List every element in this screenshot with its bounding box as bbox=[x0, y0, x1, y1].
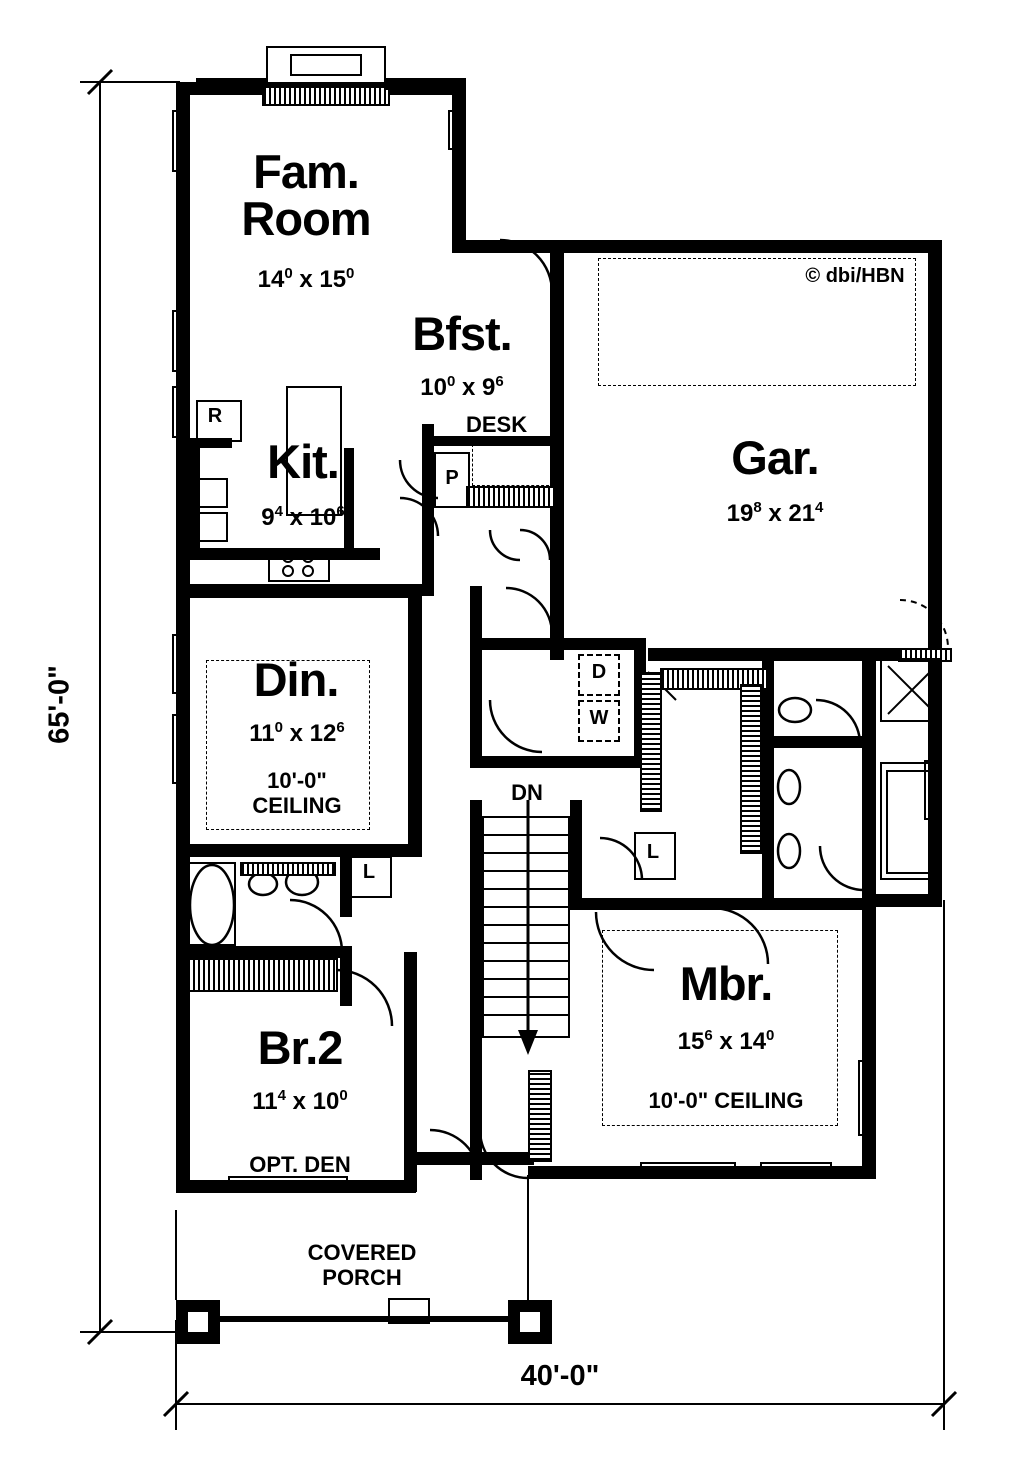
porch-line2: PORCH bbox=[322, 1265, 402, 1291]
stair-tread-10 bbox=[482, 996, 570, 998]
room-dims-garage: $19^8$ x $21^4$ bbox=[726, 499, 824, 527]
stairs bbox=[482, 816, 570, 1038]
desk-label bbox=[466, 412, 562, 437]
stair-tread-5 bbox=[482, 906, 570, 908]
linen2-text: L bbox=[646, 841, 660, 863]
window-br2-bottom bbox=[228, 1176, 348, 1188]
exterior-wall-bfst-top bbox=[452, 240, 562, 253]
br2-name: Br.2 bbox=[257, 1021, 343, 1074]
exterior-wall-garage-right bbox=[928, 240, 942, 660]
room-label-dining bbox=[212, 653, 380, 706]
covered-porch-label bbox=[202, 1240, 522, 1291]
room-label-breakfast bbox=[372, 307, 552, 360]
master-ceiling-note bbox=[594, 1088, 858, 1113]
mbr-dim-b-sup: 0 bbox=[766, 1027, 775, 1044]
kit-dim-b: 10 bbox=[309, 504, 337, 531]
bfst-dim-b-sup: 6 bbox=[495, 373, 504, 390]
window-famroom-left-1 bbox=[172, 110, 184, 172]
stairs-dn-label bbox=[492, 780, 562, 805]
bay-wall-right bbox=[386, 78, 466, 90]
family-room-name-line1: Fam. bbox=[253, 145, 359, 198]
din-dim-a: 11 bbox=[249, 720, 275, 747]
br2-note: OPT. DEN bbox=[249, 1152, 351, 1177]
wall-dining-right bbox=[408, 584, 422, 844]
exterior-wall-famroom-right bbox=[452, 82, 466, 252]
linen1-text: L bbox=[362, 861, 376, 883]
window-famroom-left-3 bbox=[172, 386, 184, 438]
room-dims-kitchen: $9^4$ x $10^6$ bbox=[261, 503, 345, 531]
bfst-dim-b: 9 bbox=[482, 374, 496, 401]
porch-column-left-inner bbox=[186, 1310, 210, 1334]
gar-dim-b-sup: 4 bbox=[815, 499, 824, 516]
wall-dining-top bbox=[176, 584, 422, 598]
exterior-wall-garage-top bbox=[550, 240, 942, 253]
stair-tread-6 bbox=[482, 924, 570, 926]
overall-height-dimension bbox=[43, 625, 76, 785]
stair-tread-7 bbox=[482, 942, 570, 944]
kit-name: Kit. bbox=[267, 435, 339, 488]
bfst-name: Bfst. bbox=[412, 307, 512, 360]
stair-tread-3 bbox=[482, 870, 570, 872]
room-label-kitchen bbox=[238, 435, 368, 488]
kit-dim-a: 9 bbox=[261, 504, 275, 531]
bay-sill-hatch bbox=[262, 86, 390, 106]
closet-br2-shelf bbox=[186, 958, 338, 992]
interior-wall-stair-right bbox=[570, 800, 582, 910]
overall-width-text: 40'-0" bbox=[520, 1360, 600, 1392]
interior-wall-mbath-left bbox=[762, 660, 774, 908]
br2-dim-b-sup: 0 bbox=[339, 1087, 348, 1104]
closet-wic-box bbox=[880, 658, 940, 722]
linen-label-2 bbox=[640, 842, 666, 862]
interior-wall-hall-top bbox=[470, 638, 646, 650]
wall-pantry-top bbox=[430, 436, 558, 446]
desk-outline bbox=[472, 444, 554, 486]
kitchen-counter-left bbox=[190, 448, 200, 560]
kit-dim-b-sup: 6 bbox=[336, 503, 345, 520]
window-mbr-bottom bbox=[640, 1162, 736, 1174]
interior-wall-mbath-mid bbox=[762, 736, 874, 748]
dn-text: DN bbox=[511, 780, 543, 805]
room-dims-dining: $11^0$ x $12^6$ bbox=[249, 719, 345, 747]
family-room-name-line2: Room bbox=[241, 192, 371, 245]
gar-dim-a-sup: 8 bbox=[753, 499, 762, 516]
mbr-dim-a-sup: 6 bbox=[704, 1027, 713, 1044]
window-dining-left-2 bbox=[172, 714, 184, 784]
washer-text: W bbox=[589, 707, 609, 729]
room-label-master bbox=[606, 957, 846, 1010]
interior-wall-laundry-left bbox=[470, 638, 482, 768]
porch-step-line bbox=[220, 1316, 508, 1322]
kit-dim-a-sup: 4 bbox=[274, 503, 283, 520]
window-famroom-left-2 bbox=[172, 310, 184, 372]
interior-wall-mbr-top bbox=[570, 898, 870, 910]
washer-label bbox=[586, 708, 612, 728]
exterior-wall-bath-bottom bbox=[862, 894, 942, 907]
br2-dim-a: 11 bbox=[252, 1088, 278, 1115]
refrigerator-label bbox=[200, 406, 230, 426]
mbr-name: Mbr. bbox=[679, 957, 773, 1010]
tub-bath1 bbox=[188, 862, 236, 946]
dryer-text: D bbox=[591, 661, 607, 683]
din-dim-b: 12 bbox=[309, 720, 337, 747]
stair-tread-1 bbox=[482, 834, 570, 836]
br2-dim-a-sup: 4 bbox=[277, 1087, 286, 1104]
gar-name: Gar. bbox=[731, 431, 819, 484]
famroom-dim-b-sup: 0 bbox=[346, 265, 355, 282]
entry-closet-hatch bbox=[528, 1070, 552, 1162]
stair-tread-8 bbox=[482, 960, 570, 962]
famroom-dim-a-sup: 0 bbox=[284, 265, 293, 282]
porch-line1: COVERED bbox=[307, 1240, 417, 1265]
room-label-garage bbox=[660, 431, 890, 484]
mbr-dim-b: 14 bbox=[739, 1028, 767, 1055]
closet-shelf-left bbox=[640, 672, 662, 812]
refrigerator-text: R bbox=[207, 405, 223, 427]
room-dims-master: $15^6$ x $14^0$ bbox=[677, 1027, 775, 1055]
closet-shelf-right bbox=[740, 684, 762, 854]
desk-counter-hatch bbox=[466, 486, 556, 508]
overall-height-text: 65'-0" bbox=[43, 665, 76, 744]
room-label-family-room bbox=[186, 145, 426, 245]
stair-tread-9 bbox=[482, 978, 570, 980]
interior-wall-laundry-bottom bbox=[470, 756, 646, 768]
stair-tread-4 bbox=[482, 888, 570, 890]
interior-wall-kitchen-right bbox=[422, 424, 434, 596]
din-name: Din. bbox=[253, 653, 339, 706]
porch-step bbox=[388, 1298, 430, 1324]
window-mbr-bottom-2 bbox=[760, 1162, 832, 1174]
desk-text: DESK bbox=[466, 412, 528, 437]
pantry-label bbox=[440, 468, 464, 488]
room-dims-family-room: $14^0$ x $15^0$ bbox=[257, 265, 355, 293]
room-dims-breakfast: $10^0$ x $9^6$ bbox=[420, 373, 504, 401]
gar-dim-a: 19 bbox=[726, 500, 754, 527]
din-dim-a-sup: 0 bbox=[274, 719, 283, 736]
overall-width-dimension bbox=[480, 1362, 640, 1391]
kitchen-sink bbox=[268, 548, 330, 582]
famroom-dim-b: 15 bbox=[319, 266, 347, 293]
interior-wall-mbath-right-partition bbox=[862, 760, 874, 820]
mbr-ceiling: 10'-0" CEILING bbox=[648, 1088, 804, 1113]
bfst-dim-a: 10 bbox=[420, 374, 447, 401]
bedroom2-opt-den-note bbox=[200, 1152, 400, 1177]
interior-wall-hall-br2 bbox=[340, 946, 352, 1006]
vanity-bath1 bbox=[240, 862, 336, 876]
window-famroom-right-1 bbox=[448, 110, 460, 150]
famroom-dim-a: 14 bbox=[257, 266, 285, 293]
room-dims-bedroom2: $11^4$ x $10^0$ bbox=[252, 1087, 348, 1115]
stair-tread-2 bbox=[482, 852, 570, 854]
dining-ceiling-note bbox=[202, 768, 392, 819]
pantry-text: P bbox=[445, 467, 459, 489]
din-dim-b-sup: 6 bbox=[336, 719, 345, 736]
interior-wall-bath1-bottom bbox=[176, 946, 352, 958]
window-mbr-right bbox=[858, 1060, 870, 1136]
room-label-bedroom2 bbox=[210, 1021, 390, 1074]
din-ceiling-line1: 10'-0" bbox=[267, 768, 327, 793]
din-ceiling-line2: CEILING bbox=[252, 793, 342, 819]
gar-dim-b: 21 bbox=[788, 500, 816, 527]
exterior-wall-porchside bbox=[404, 1152, 534, 1165]
bay-projection-inner bbox=[290, 54, 362, 76]
tub-mbath bbox=[886, 770, 932, 874]
linen-label-1 bbox=[356, 862, 382, 882]
br2-dim-b: 10 bbox=[312, 1088, 340, 1115]
copyright-text: © dbi/HBN bbox=[805, 265, 905, 287]
mbr-dim-a: 15 bbox=[677, 1028, 705, 1055]
porch-column-right-inner bbox=[518, 1310, 542, 1334]
dryer-label bbox=[586, 662, 612, 682]
bay-wall-left bbox=[196, 78, 266, 90]
bfst-dim-a-sup: 0 bbox=[446, 373, 456, 390]
window-dining-left-1 bbox=[172, 634, 184, 694]
interior-wall-stair-left bbox=[470, 800, 482, 1180]
copyright-label bbox=[790, 266, 920, 286]
stair-tread-11 bbox=[482, 1014, 570, 1016]
